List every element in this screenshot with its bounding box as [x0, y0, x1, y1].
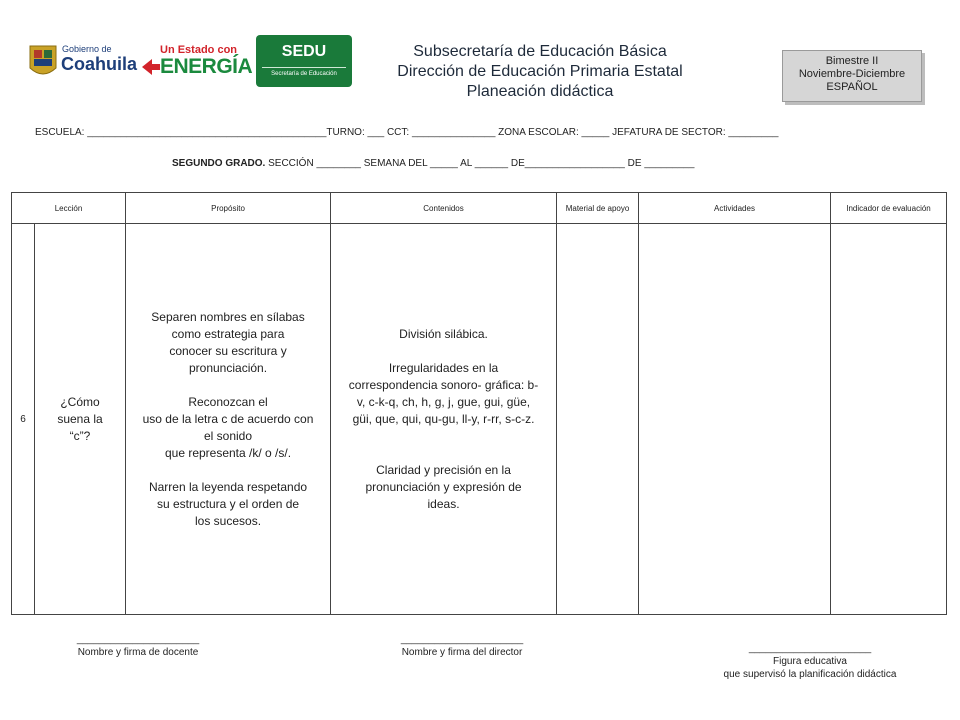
- signature-line: ______________________: [400, 634, 524, 645]
- school-info-line: ESCUELA: ___________________________________________TURNO: ___ CCT: _______________ ZONA ESCOLAR: _____ JEFATURA DE SECTOR: _________: [35, 127, 779, 138]
- sedu-logo-divider: [262, 67, 346, 68]
- signature-line: ______________________: [748, 643, 872, 654]
- bimestre-box: [782, 50, 922, 102]
- material-cell: [557, 224, 639, 615]
- page-title: [360, 42, 720, 102]
- sedu-logo: [256, 35, 352, 87]
- contents-text: División silábica. Irregularidades en la correspondencia sonoro- gráfica: b- v, c-k-q, ch, h, g, j, gue, gui, güe, güi, que, qui, qu-gu, ll-y, r-rr, s-c-z. Claridad y precisión en la pronunciación y expresión de ideas.: [348, 326, 539, 511]
- signature-label: Figura educativa: [773, 656, 847, 667]
- title-line-3: Planeación didáctica: [466, 83, 614, 100]
- indicator-cell: [831, 224, 947, 615]
- lesson-title: ¿Cómo suena la “c”?: [57, 394, 103, 443]
- grade-info-line: [172, 158, 694, 169]
- energia-arrow-icon: [140, 56, 162, 78]
- signature-docente: [58, 633, 218, 659]
- header-indicador: Indicador de evaluación: [831, 193, 947, 224]
- coahuila-logo-top: Gobierno de: [62, 44, 112, 54]
- section-week-line: SECCIÓN ________ SEMANA DEL _____ AL ______ DE__________________ DE _________: [268, 158, 695, 169]
- bimestre-line-3: ESPAÑOL: [826, 81, 878, 93]
- sedu-logo-name: SEDU: [281, 43, 327, 60]
- activities-cell: [639, 224, 831, 615]
- table-row: [12, 224, 947, 615]
- sedu-logo-subtitle: Secretaría de Educación: [271, 71, 337, 77]
- signature-label: Nombre y firma de docente: [77, 647, 199, 658]
- energia-logo-name: ENERGÍA: [160, 55, 253, 78]
- coahuila-logo: [28, 42, 138, 82]
- signature-label: Nombre y firma del director: [401, 647, 523, 658]
- signature-label-2: que supervisó la planificación didáctica: [723, 669, 897, 680]
- table-header-row: [12, 193, 947, 224]
- header-contenidos: Contenidos: [331, 193, 557, 224]
- contents-cell: [331, 224, 557, 615]
- grade-label: SEGUNDO GRADO.: [172, 158, 266, 169]
- purpose-text: Separen nombres en sílabas como estrategia para conocer su escritura y pronunciación. Reconozcan el uso de la letra c de acuerdo con el sonido que representa /k/ o /s/. Narren la leyenda respetando su estructura y el orden de los sucesos.: [142, 309, 314, 528]
- lesson-number: 6: [12, 224, 35, 615]
- header-material: Material de apoyo: [557, 193, 639, 224]
- signature-director: [380, 633, 544, 659]
- title-line-2: Dirección de Educación Primaria Estatal: [397, 63, 683, 80]
- lesson-title-cell: [35, 224, 126, 615]
- header-proposito: Propósito: [126, 193, 331, 224]
- header-leccion: Lección: [12, 193, 126, 224]
- bimestre-line-1: Bimestre II: [825, 55, 879, 67]
- energia-logo-top: Un Estado con: [160, 44, 238, 56]
- energia-logo: [140, 42, 253, 82]
- bimestre-line-2: Noviembre-Diciembre: [798, 68, 906, 80]
- coahuila-logo-name: Coahuila: [61, 54, 138, 74]
- signature-supervisor: [690, 642, 930, 681]
- purpose-cell: [126, 224, 331, 615]
- title-line-1: Subsecretaría de Educación Básica: [413, 43, 667, 60]
- signature-line: ______________________: [76, 634, 200, 645]
- header-actividades: Actividades: [639, 193, 831, 224]
- planning-table: [11, 192, 947, 615]
